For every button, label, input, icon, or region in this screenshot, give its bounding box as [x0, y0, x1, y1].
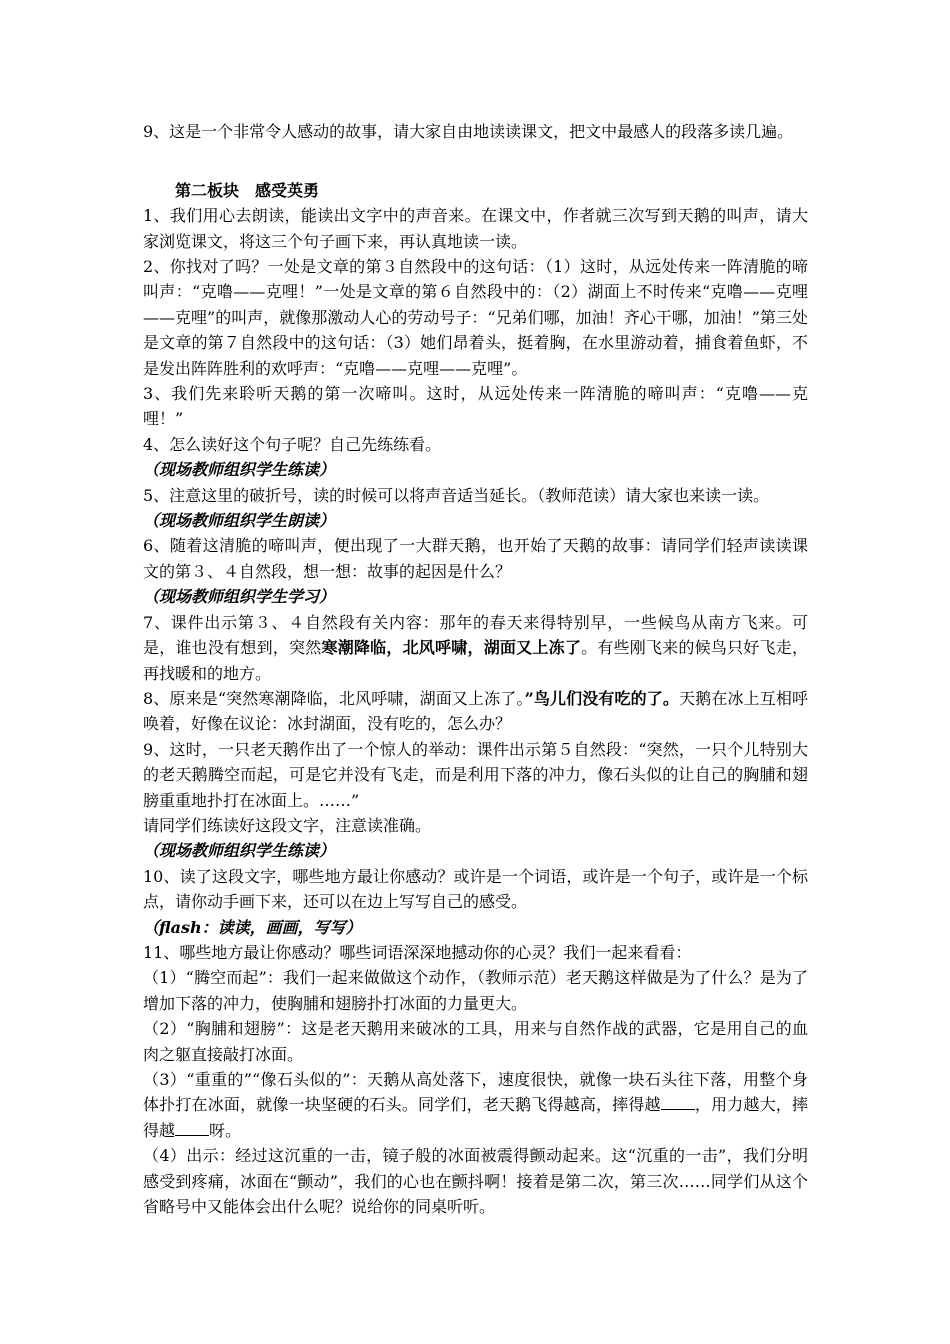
sub-point-3-text-a: （3）“重重的”“像石头似的”：天鹅从高处落下，速度很快，就像一块石头往下落，用整个身体扑打在冰面，就像一块坚硬的石头。同学们，老天鹅飞得越高，摔得越	[143, 1070, 808, 1115]
fill-in-blank-2	[175, 1119, 209, 1136]
sub-point-1: （1）“腾空而起”：我们一起来做做这个动作，（教师示范）老天鹅这样做是为了什么？是为了增加下落的冲力，使胸脯和翅膀扑打冰面的力量更大。	[143, 968, 808, 1013]
paragraph-8-text-c: 天鹅在冰上互相呼唤着，好像在议论：冰封湖面，没有吃的，怎么办？	[143, 688, 808, 734]
section-heading: 第二板块 感受英勇	[175, 180, 320, 200]
document-body	[143, 119, 808, 1219]
paragraph-1: 1、我们用心去朗读，能读出文字中的声音来。在课文中，作者就三次写到天鹅的叫声，请大家浏览课文，将这三个句子画下来，再认真地读一读。	[143, 206, 808, 251]
paragraph-8-bold: ”鸟儿们没有吃的了。	[524, 688, 680, 708]
flash-note: （flash：读读，画画，写写）	[143, 917, 362, 937]
sub-point-3-text-c: 呀。	[209, 1120, 242, 1140]
paragraph-2: 2、你找对了吗？一处是文章的第３自然段中的这句话：（1）这时，从远处传来一阵清脆的啼叫声：“克噜——克哩！”一处是文章的第６自然段中的：（2）湖面上不时传来“克噜——克哩——克哩”的叫声，就像那激动人心的劳动号子：“兄弟们哪，加油！齐心干哪，加油！”第三处是文章的第７自然段中的这句话：（3）她们昂着头，挺着胸，在水里游动着，捕食着鱼虾，不是发出阵阵胜利的欢呼声：“克噜——克哩——克哩”。	[143, 257, 808, 378]
paragraph-3: 3、我们先来聆听天鹅的第一次啼叫。这时，从远处传来一阵清脆的啼叫声：“克噜——克哩！”	[143, 384, 808, 429]
sub-point-3	[143, 1067, 808, 1143]
paragraph-7-bold: 寒潮降临，北风呼啸，湖面又上冻了	[321, 638, 582, 658]
teacher-note-1: （现场教师组织学生练读）	[143, 460, 336, 480]
sub-point-4: （4）出示：经过这沉重的一击，镜子般的冰面被震得颤动起来。这“沉重的一击”，我们分明感受到疼痛，冰面在“颤动”，我们的心也在颤抖啊！接着是第二次，第三次……同学们从这个省略号中又能体会出什么呢？说给你的同桌听听。	[143, 1146, 808, 1217]
paragraph-8-text-a: 8、原来是“突然寒潮降临，北风呼啸，湖面又上冻了。	[143, 688, 525, 708]
paragraph-9-intro: 9、这是一个非常令人感动的故事，请大家自由地读读课文，把文中最感人的段落多读几遍。	[143, 122, 794, 141]
paragraph-5: 5、注意这里的破折号，读的时候可以将声音适当延长。（教师范读）请大家也来读一读。	[143, 485, 770, 505]
paragraph-7	[143, 610, 808, 686]
blank-line	[143, 144, 808, 169]
paragraph-7-text-c: 。有些刚飞来的候鸟只好飞走，再找暖和的地方。	[143, 638, 808, 683]
paragraph-8	[143, 686, 808, 737]
sub-point-2: （2）“胸脯和翅膀”：这是老天鹅用来破冰的工具，用来与自然作战的武器，它是用自己的血肉之躯直接敲打冰面。	[143, 1019, 808, 1064]
paragraph-9: 9、这时，一只老天鹅作出了一个惊人的举动：课件出示第５自然段：“突然，一只个儿特别大的老天鹅腾空而起，可是它并没有飞走，而是利用下落的冲力，像石头似的让自己的胸脯和翅膀重重地扑打在冰面上。……”	[143, 739, 808, 810]
teacher-note-4: （现场教师组织学生练读）	[143, 841, 336, 861]
paragraph-7-text-a: 7、课件出示第３、４自然段有关内容：那年的春天来得特别早，一些候鸟从南方飞来。可是，谁也没有想到，突然	[143, 612, 808, 658]
sub-point-3-text-b: ，用力越大，摔得越	[143, 1095, 808, 1140]
fill-in-blank-1	[661, 1093, 695, 1110]
paragraph-11: 11、哪些地方最让你感动？哪些词语深深地撼动你的心灵？我们一起来看看：	[143, 942, 692, 962]
teacher-note-3: （现场教师组织学生学习）	[143, 587, 336, 607]
teacher-note-2: （现场教师组织学生朗读）	[143, 511, 336, 531]
paragraph-10: 10、读了这段文字，哪些地方最让你感动？或许是一个词语，或许是一个句子，或许是一个标点，请你动手画下来，还可以在边上写写自己的感受。	[143, 866, 808, 912]
paragraph-9-instruction: 请同学们练读好这段文字，注意读准确。	[143, 815, 432, 835]
paragraph-4: 4、怎么读好这个句子呢？自己先练练看。	[143, 434, 442, 454]
paragraph-6: 6、随着这清脆的啼叫声，便出现了一大群天鹅，也开始了天鹅的故事：请同学们轻声读读课文的第３、４自然段，想一想：故事的起因是什么？	[143, 536, 808, 581]
